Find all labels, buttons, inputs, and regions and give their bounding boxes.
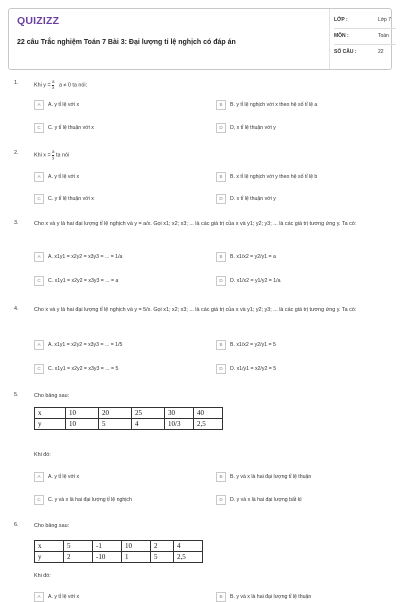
table-cell: y (35, 552, 64, 563)
table-cell: 10 (66, 408, 99, 419)
option-letter-box: B (216, 172, 226, 182)
question-count-label: SỐ CÂU : (334, 49, 357, 55)
question-text: Cho x và y là hai đại lượng tỉ lệ nghịch và y = 5/x. Gọi x1; x2; x3; ... là các giá trị của x và y1; y2; y3; ... là các giá trị tương ứng y. Ta có: (34, 307, 357, 313)
table-cell: 4 (174, 541, 203, 552)
option-text: D. x1/y1 = x2/y2 = 5 (230, 366, 277, 372)
table-row-y (35, 419, 223, 430)
value-table-q6 (34, 540, 203, 563)
option-text: C. x1y1 = x2y2 = x3y3 = ... = 5 (48, 366, 119, 372)
option-letter-box: A (34, 252, 44, 262)
option-text: D, x tỉ lệ thuận với y (230, 125, 276, 131)
answer-option[interactable] (216, 172, 317, 182)
option-text: D. x1/x2 = y1/y2 = 1/a (230, 278, 281, 284)
answer-option[interactable] (34, 340, 122, 350)
option-letter-box: B (216, 340, 226, 350)
answer-option[interactable] (34, 364, 118, 374)
option-text: B. y và x là hai đại lượng tỉ lệ thuận (230, 594, 312, 600)
option-letter-box: D (216, 495, 226, 505)
answer-option[interactable] (34, 100, 79, 110)
answer-option[interactable] (216, 340, 276, 350)
option-text: B. y và x là hai đại lượng tỉ lệ thuận (230, 474, 312, 480)
worksheet-title: 22 câu Trắc nghiệm Toán 7 Bài 3: Đại lượng tỉ lệ nghịch có đáp án (17, 39, 236, 46)
answer-option[interactable] (216, 252, 276, 262)
question-number: 5. (14, 392, 19, 398)
subject-value: Toán (378, 33, 389, 39)
option-letter-box: A (34, 592, 44, 602)
table-cell: 25 (132, 408, 165, 419)
option-letter-box: C (34, 364, 44, 374)
option-letter-box: B (216, 472, 226, 482)
table-cell: 20 (99, 408, 132, 419)
table-cell: 2 (151, 541, 174, 552)
answer-option[interactable] (216, 194, 276, 204)
option-text: B. x tỉ lệ nghịch với y theo hệ số tỉ lệ b (230, 174, 318, 180)
question-number: 3. (14, 220, 19, 226)
table-cell: -10 (93, 552, 122, 563)
answer-option[interactable] (216, 472, 311, 482)
option-letter-box: D (216, 276, 226, 286)
option-text: A. x1y1 = x2y2 = x3y3 = ... = 1/a (48, 254, 123, 260)
option-letter-box: D (216, 194, 226, 204)
table-cell: 5 (64, 541, 93, 552)
answer-option[interactable] (216, 495, 302, 505)
option-letter-box: A (34, 100, 44, 110)
table-cell: 40 (194, 408, 223, 419)
meta-divider (334, 44, 396, 45)
option-text: C. y và x là hai đại lượng tỉ lệ nghịch (48, 497, 132, 503)
table-cell: 2 (64, 552, 93, 563)
answer-option[interactable] (34, 592, 79, 602)
option-letter-box: C (34, 194, 44, 204)
question-text: Cho bảng sau: (34, 523, 70, 529)
option-text: A. y tỉ lệ với x (48, 474, 80, 480)
followup-text: Khi đó: (34, 573, 51, 579)
value-table-q5 (34, 407, 223, 430)
question-number: 4. (14, 306, 19, 312)
header-divider (329, 9, 330, 69)
answer-option[interactable] (216, 100, 317, 110)
question-6-followup (34, 573, 51, 579)
table-cell: -1 (93, 541, 122, 552)
question-text: Khi y = $\frac{a}{x}$ a ≠ 0 ta nói: (34, 79, 88, 90)
meta-divider (334, 28, 396, 29)
table-cell: 30 (165, 408, 194, 419)
grade-value: Lớp 7 (378, 17, 392, 23)
table-cell: 5 (99, 419, 132, 430)
question-text: Cho x và y là hai đại lượng tỉ lệ nghịch và y = a/x. Gọi x1; x2; x3; ... là các giá trị của x và y1; y2; y3; ... là các giá trị tương ứng y. Ta có: (34, 221, 357, 227)
question-count-value: 22 (378, 49, 384, 55)
option-text: C. y tỉ lệ thuận với x (48, 196, 94, 202)
table-cell: 4 (132, 419, 165, 430)
answer-option[interactable] (34, 194, 94, 204)
option-text: A. y tỉ lệ với x (48, 594, 80, 600)
answer-option[interactable] (216, 364, 276, 374)
option-letter-box: C (34, 123, 44, 133)
option-text: C. x1y1 = x2y2 = x3y3 = ... = a (48, 278, 119, 284)
option-text: B. y tỉ lệ nghịch với x theo hệ số tỉ lệ a (230, 102, 318, 108)
option-letter-box: B (216, 252, 226, 262)
quizizz-logo: QUIZIZZ (17, 15, 60, 27)
table-cell: x (35, 408, 66, 419)
question-number: 1. (14, 80, 19, 86)
option-text: D. y và x là hai đại lượng bất kì (230, 497, 302, 503)
answer-option[interactable] (216, 276, 280, 286)
table-cell: 2,5 (174, 552, 203, 563)
grade-label: LỚP : (334, 17, 348, 23)
question-5-followup (34, 452, 51, 458)
option-letter-box: D (216, 364, 226, 374)
table-row-y (35, 552, 203, 563)
option-letter-box: A (34, 472, 44, 482)
answer-option[interactable] (216, 592, 311, 602)
answer-option[interactable] (34, 495, 132, 505)
question-number: 6. (14, 522, 19, 528)
question-text: Khi x = $\frac{a}{y}$ ta nói (34, 149, 70, 160)
table-cell: x (35, 541, 64, 552)
table-cell: y (35, 419, 66, 430)
table-cell: 2,5 (194, 419, 223, 430)
option-letter-box: B (216, 592, 226, 602)
option-text: C. y tỉ lệ thuận với x (48, 125, 94, 131)
followup-text: Khi đó: (34, 452, 51, 458)
option-letter-box: D (216, 123, 226, 133)
table-row-x (35, 408, 223, 419)
option-text: B. x1/x2 = y2/y1 = a (230, 254, 276, 260)
answer-option[interactable] (216, 123, 276, 133)
option-letter-box: A (34, 172, 44, 182)
answer-option[interactable] (34, 276, 118, 286)
option-letter-box: A (34, 340, 44, 350)
option-text: D. x tỉ lệ thuận với y (230, 196, 276, 202)
answer-option[interactable] (34, 172, 79, 182)
table-cell: 1 (122, 552, 151, 563)
answer-option[interactable] (34, 123, 94, 133)
option-letter-box: C (34, 276, 44, 286)
table-cell: 10/3 (165, 419, 194, 430)
option-text: A. x1y1 = x2y2 = x3y3 = ... = 1/5 (48, 342, 123, 348)
question-number: 2. (14, 150, 19, 156)
option-letter-box: B (216, 100, 226, 110)
option-text: A. y tỉ lệ với x (48, 102, 80, 108)
answer-option[interactable] (34, 472, 79, 482)
worksheet-header (8, 8, 392, 70)
table-cell: 10 (66, 419, 99, 430)
subject-label: MÔN : (334, 33, 349, 39)
table-cell: 5 (151, 552, 174, 563)
table-cell: 10 (122, 541, 151, 552)
answer-option[interactable] (34, 252, 122, 262)
table-row-x (35, 541, 203, 552)
option-letter-box: C (34, 495, 44, 505)
option-text: B. x1/x2 = y2/y1 = 5 (230, 342, 276, 348)
option-text: A. y tỉ lệ với x (48, 174, 80, 180)
question-text: Cho bảng sau: (34, 393, 70, 399)
